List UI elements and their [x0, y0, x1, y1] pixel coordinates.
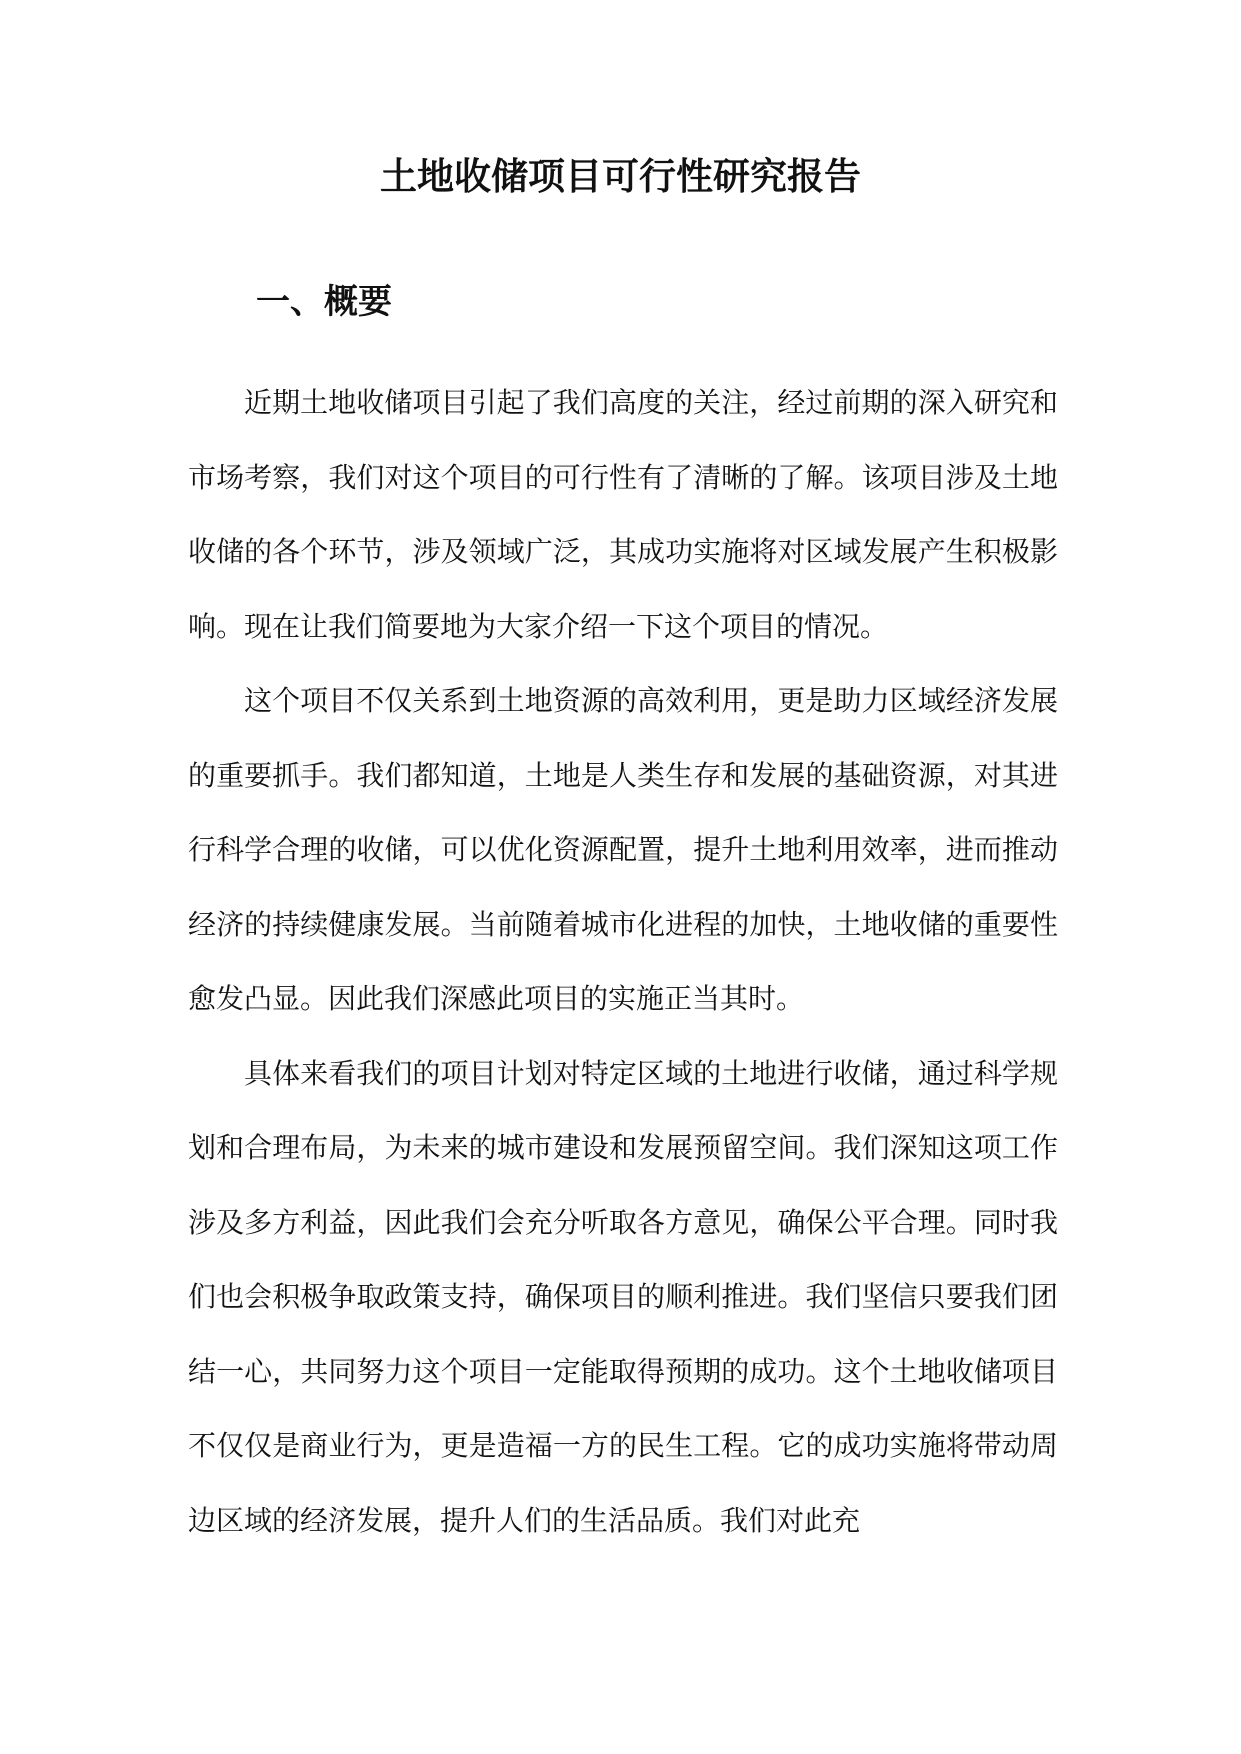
document-title: 土地收储项目可行性研究报告: [380, 154, 861, 198]
paragraph: 近期土地收储项目引起了我们高度的关注，经过前期的深入研究和市场考察，我们对这个项目的可行性有了清晰的了解。该项目涉及土地收储的各个环节，涉及领域广泛，其成功实施将对区域发展产生积极影响。现在让我们简要地为大家介绍一下这个项目的情况。: [188, 386, 1058, 643]
section-heading: 一、概要: [256, 282, 392, 322]
paragraph: 这个项目不仅关系到土地资源的高效利用，更是助力区域经济发展的重要抓手。我们都知道，土地是人类生存和发展的基础资源，对其进行科学合理的收储，可以优化资源配置，提升土地利用效率，进而推动经济的持续健康发展。当前随着城市化进程的加快，土地收储的重要性愈发凸显。因此我们深感此项目的实施正当其时。: [188, 684, 1058, 1015]
paragraph: 具体来看我们的项目计划对特定区域的土地进行收储，通过科学规划和合理布局，为未来的城市建设和发展预留空间。我们深知这项工作涉及多方利益，因此我们会充分听取各方意见，确保公平合理。同时我们也会积极争取政策支持，确保项目的顺利推进。我们坚信只要我们团结一心，共同努力这个项目一定能取得预期的成功。这个土地收储项目不仅仅是商业行为，更是造福一方的民生工程。它的成功实施将带动周边区域的经济发展，提升人们的生活品质。我们对此充: [188, 1056, 1058, 1537]
document-body: [188, 366, 1058, 1558]
